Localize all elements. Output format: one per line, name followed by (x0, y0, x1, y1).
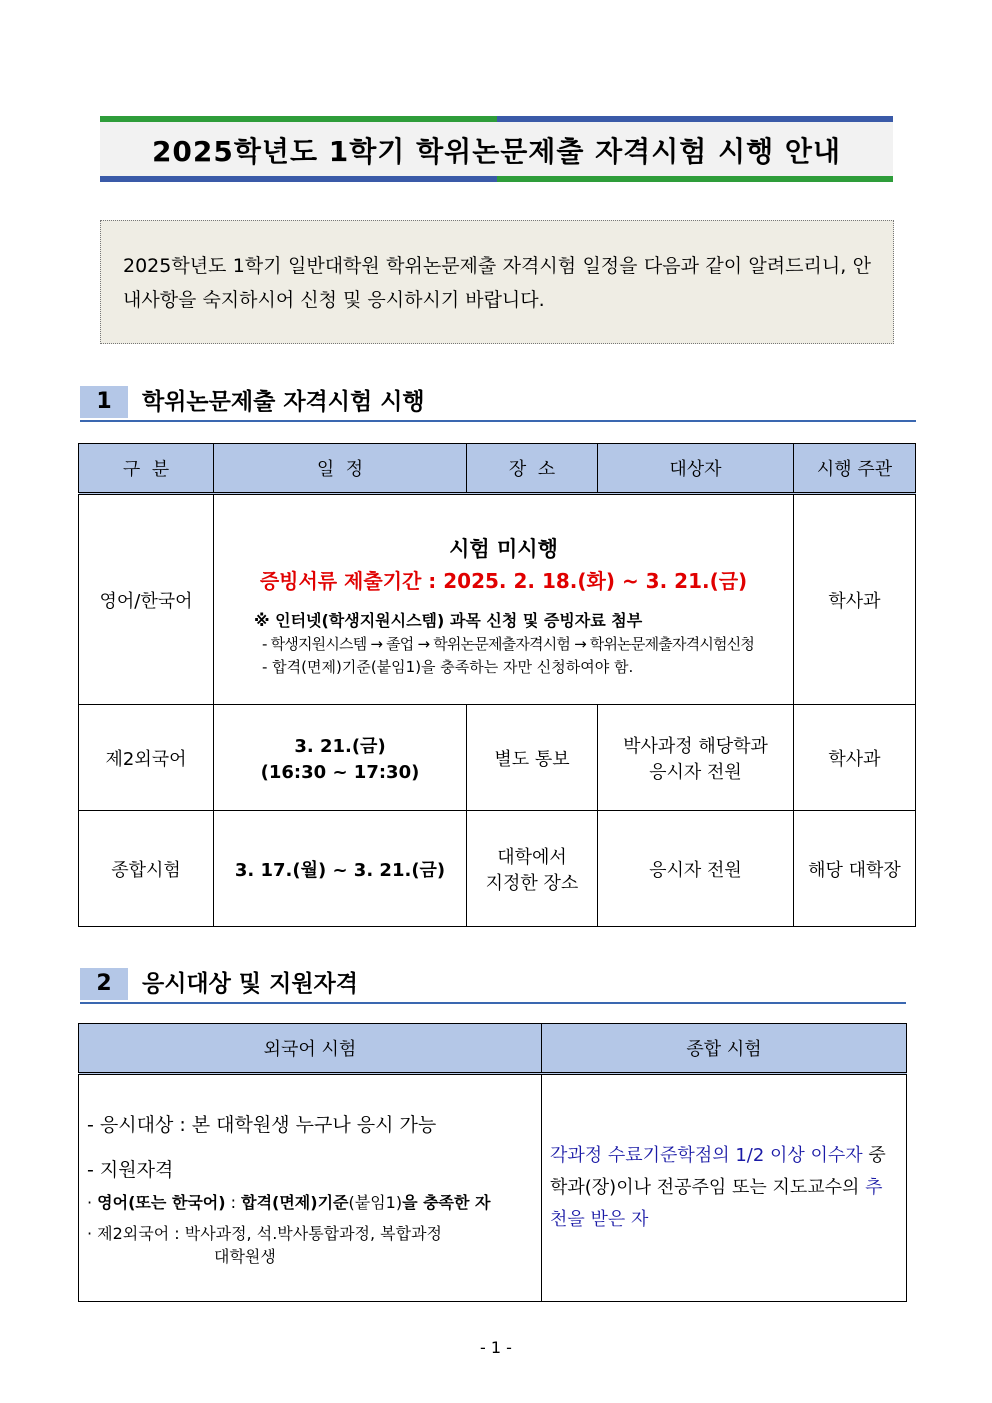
qualification-title: - 지원자격 (87, 1158, 174, 1181)
table-row (79, 1074, 907, 1302)
page-number: - 1 - (480, 1338, 512, 1357)
row3-organizer: 해당 대학장 (794, 811, 916, 927)
row2-organizer: 학사과 (794, 705, 916, 811)
row1-organizer: 학사과 (794, 494, 916, 705)
qualification-item-second-language-cont: 대학원생 (214, 1246, 276, 1266)
row3-target: 응시자 전원 (598, 811, 794, 927)
eligibility-table (78, 1023, 907, 1302)
foreign-language-cell (79, 1074, 542, 1302)
row2-schedule-time: (16:30 ~ 17:30) (260, 762, 420, 783)
row1-note3: - 합격(면제)기준(붙임1)을 충족하는 자만 신청하여야 함. (262, 657, 634, 676)
qualification-item-english: · 영어(또는 한국어) : 합격(면제)기준(붙임1)을 충족한 자 (87, 1192, 491, 1212)
title-box (100, 116, 893, 182)
comprehensive-criteria: 각과정 수료기준학점의 1/2 이상 이수자 (550, 1145, 863, 1166)
header-comprehensive: 종합 시험 (542, 1024, 907, 1074)
row1-schedule-title: 시험 미시행 (449, 536, 558, 561)
comprehensive-cell (542, 1074, 907, 1302)
table-row (79, 705, 916, 811)
section2-underline (80, 1002, 906, 1004)
section1-underline (80, 420, 916, 422)
header-foreign-language: 외국어 시험 (79, 1024, 542, 1074)
section1-heading (80, 386, 916, 422)
row3-place-line2: 지정한 장소 (485, 872, 579, 894)
row1-note1: ※ 인터넷(학생지원시스템) 과목 신청 및 증빙자료 첨부 (254, 610, 643, 630)
header-target: 대상자 (598, 444, 794, 494)
section1-number: 1 (80, 386, 128, 418)
row3-place-line1: 대학에서 (497, 846, 567, 868)
table-row (79, 811, 916, 927)
row2-schedule-date: 3. 21.(금) (294, 736, 386, 757)
section2-title: 응시대상 및 지원자격 (142, 971, 358, 997)
row2-schedule-cell (214, 705, 467, 811)
row3-place-cell (467, 811, 598, 927)
row2-place: 별도 통보 (467, 705, 598, 811)
page-title: 2025학년도 1학기 학위논문제출 자격시험 시행 안내 (151, 135, 842, 168)
row1-schedule-period: 증빙서류 제출기간 : 2025. 2. 18.(화) ~ 3. 21.(금) (259, 568, 748, 593)
table-header-row (79, 1024, 907, 1074)
intro-text: 2025학년도 1학기 일반대학원 학위논문제출 자격시험 일정을 다음과 같이 알려드리니, 안내사항을 숙지하시어 신청 및 응시하시기 바랍니다. (123, 255, 871, 311)
header-category: 구 분 (79, 444, 214, 494)
schedule-table (78, 443, 916, 927)
title-bottom-bar (100, 176, 893, 182)
table-row (79, 494, 916, 705)
intro-box (100, 220, 894, 344)
row3-schedule: 3. 17.(월) ~ 3. 21.(금) (214, 811, 467, 927)
section1-title: 학위논문제출 자격시험 시행 (142, 389, 425, 415)
qualification-item-second-language: · 제2외국어 : 박사과정, 석.박사통합과정, 복합과정 (87, 1223, 443, 1243)
section2-number: 2 (80, 968, 128, 1000)
row2-target-cell (598, 705, 794, 811)
header-place: 장 소 (467, 444, 598, 494)
title-top-bar (100, 116, 893, 122)
row1-note2: - 학생지원시스템 → 졸업 → 학위논문제출자격시험 → 학위논문제출자격시험신청 (262, 634, 755, 653)
eligibility-target: - 응시대상 : 본 대학원생 누구나 응시 가능 (87, 1113, 437, 1136)
comprehensive-recommendation: 추천을 받은 자 (550, 1177, 883, 1230)
header-organizer: 시행 주관 (794, 444, 916, 494)
comprehensive-recommender: 중 학과(장)이나 전공주임 또는 지도교수의 (550, 1145, 886, 1198)
row2-target-line2: 응시자 전원 (649, 761, 742, 783)
row3-category: 종합시험 (79, 811, 214, 927)
section2-heading (80, 968, 906, 1004)
table-header-row (79, 444, 916, 494)
row2-target-line1: 박사과정 해당학과 (623, 735, 768, 757)
header-schedule: 일 정 (214, 444, 467, 494)
row1-category: 영어/한국어 (79, 494, 214, 705)
row2-category: 제2외국어 (79, 705, 214, 811)
row1-schedule-cell (214, 494, 794, 705)
